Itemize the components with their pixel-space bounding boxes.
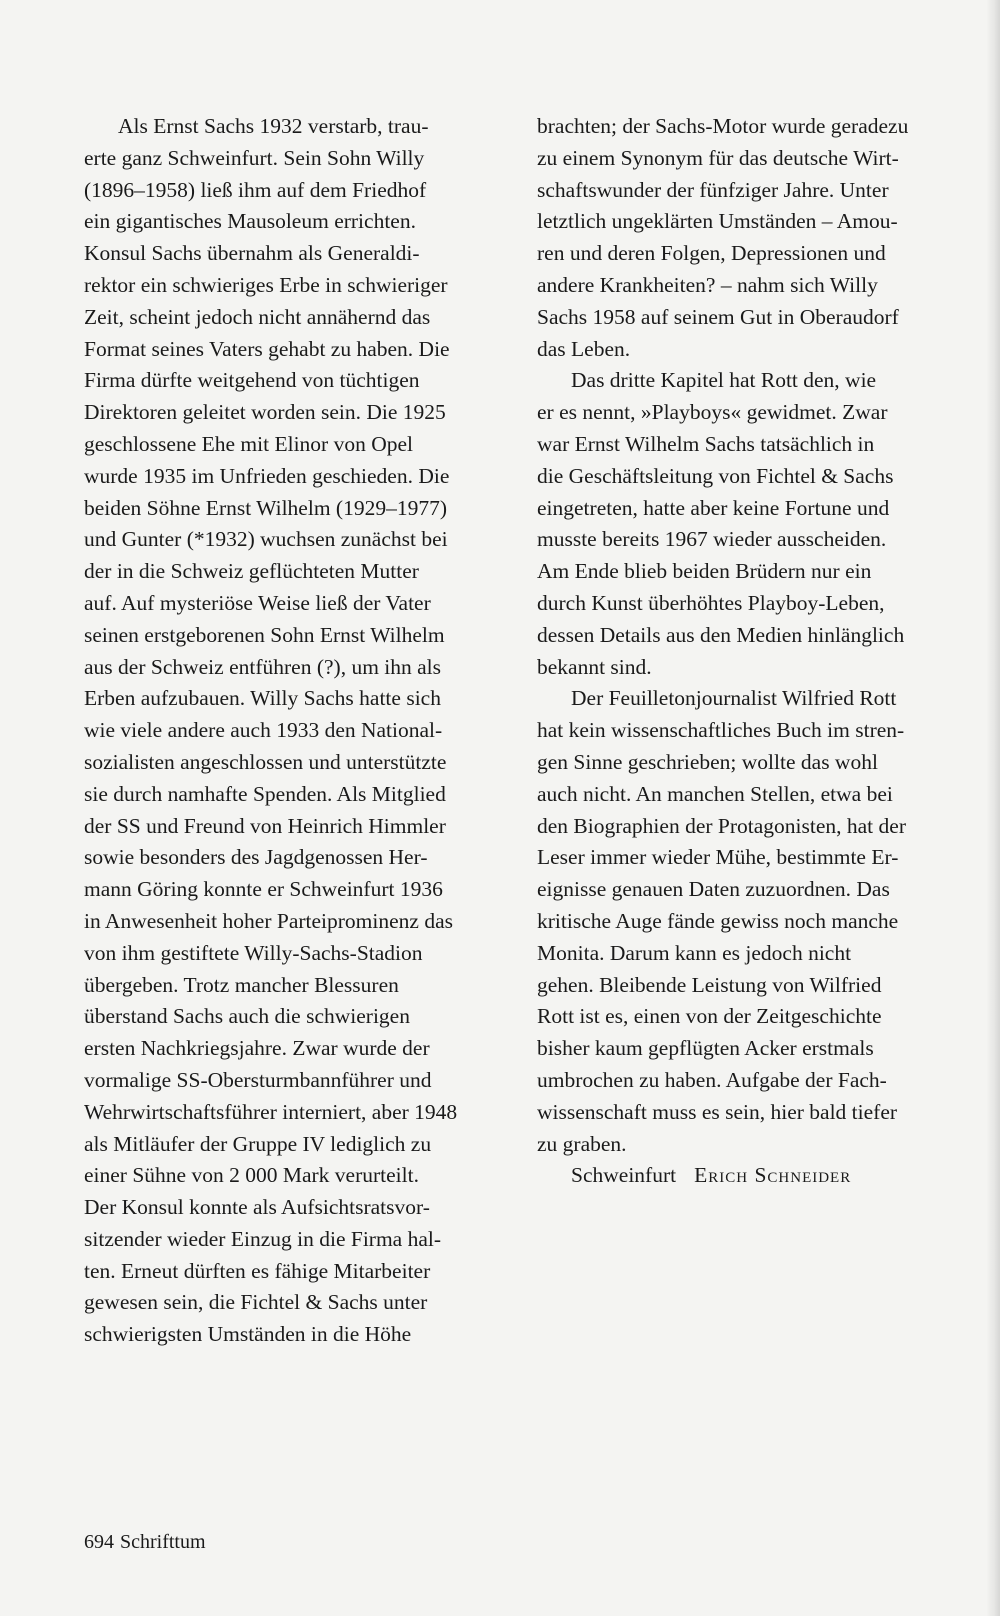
text-line: Als Ernst Sachs 1932 verstarb, trau- — [118, 114, 429, 138]
text-line: den Biographien der Protagonisten, hat der — [537, 813, 906, 838]
text-line: der SS und Freund von Heinrich Himmler — [84, 813, 446, 838]
text-line: ren und deren Folgen, Depressionen und — [537, 241, 886, 266]
text-line: Direktoren geleitet worden sein. Die 1925 — [84, 400, 446, 425]
signature-place: Schweinfurt — [571, 1163, 677, 1188]
text-line: das Leben. — [537, 336, 631, 361]
paragraph-1 — [537, 111, 957, 365]
text-line: geschlossene Ehe mit Elinor von Opel — [84, 431, 413, 456]
text-line: zu graben. — [537, 1131, 627, 1156]
left-text-column — [84, 111, 504, 1351]
text-line: Zeit, scheint jedoch nicht annähernd das — [84, 304, 431, 329]
text-line: sitzender wieder Einzug in die Firma hal- — [84, 1226, 442, 1251]
text-line: Wehrwirtschaftsführer interniert, aber 1948 — [84, 1099, 458, 1124]
text-line: beiden Söhne Ernst Wilhelm (1929–1977) — [84, 495, 447, 520]
page-footer — [84, 1530, 206, 1554]
text-line: sozialisten angeschlossen und unterstützte — [84, 749, 447, 774]
page-edge-shadow — [986, 0, 1000, 1616]
text-line: Sachs 1958 auf seinem Gut in Oberaudorf — [537, 304, 899, 329]
text-line: gehen. Bleibende Leistung von Wilfried — [537, 972, 882, 997]
text-line: sie durch namhafte Spenden. Als Mitglied — [84, 781, 446, 806]
text-line: letztlich ungeklärten Umständen – Amou- — [537, 209, 898, 234]
text-line: ersten Nachkriegsjahre. Zwar wurde der — [84, 1036, 430, 1061]
text-line: schwierigsten Umständen in die Höhe — [84, 1322, 412, 1347]
text-line: zu einem Synonym für das deutsche Wirt- — [537, 145, 899, 170]
text-line: rektor ein schwieriges Erbe in schwieriger — [84, 272, 448, 297]
text-line: wissenschaft muss es sein, hier bald tiefer — [537, 1099, 898, 1124]
text-line: wurde 1935 im Unfrieden geschieden. Die — [84, 463, 450, 488]
text-line: vormalige SS-Obersturmbannführer und — [84, 1067, 432, 1092]
text-line: und Gunter (*1932) wuchsen zunächst bei — [84, 527, 448, 552]
text-line: eignisse genauen Daten zuzuordnen. Das — [537, 877, 890, 902]
text-line: aus der Schweiz entführen (?), um ihn als — [84, 654, 442, 679]
text-line: bekannt sind. — [537, 654, 652, 679]
text-line: eingetreten, hatte aber keine Fortune und — [537, 495, 890, 520]
text-line: (1896–1958) ließ ihm auf dem Friedhof — [84, 177, 427, 202]
text-line: dessen Details aus den Medien hinlänglich — [537, 622, 905, 647]
text-line: er es nennt, »Playboys« gewidmet. Zwar — [537, 400, 888, 425]
text-line: Erben aufzubauen. Willy Sachs hatte sich — [84, 686, 441, 711]
right-text-column — [537, 111, 957, 1192]
paragraph-2 — [537, 365, 957, 683]
text-line: Konsul Sachs übernahm als Generaldi- — [84, 241, 420, 266]
text-line: wie viele andere auch 1933 den National- — [84, 718, 443, 743]
text-line: Das dritte Kapitel hat Rott den, wie — [571, 368, 877, 393]
text-line: in Anwesenheit hoher Parteiprominenz das — [84, 908, 453, 933]
text-line: Der Konsul konnte als Aufsichtsratsvor- — [84, 1195, 430, 1220]
text-line: mann Göring konnte er Schweinfurt 1936 — [84, 877, 443, 902]
text-line: andere Krankheiten? – nahm sich Willy — [537, 272, 878, 297]
text-line: Leser immer wieder Mühe, bestimmte Er- — [537, 845, 899, 870]
signature-author: Erich Schneider — [694, 1163, 852, 1188]
text-line: als Mitläufer der Gruppe IV lediglich zu — [84, 1131, 432, 1156]
text-line: gen Sinne geschrieben; wollte das wohl — [537, 749, 878, 774]
text-line: seinen erstgeborenen Sohn Ernst Wilhelm — [84, 622, 445, 647]
text-line: Der Feuilletonjournalist Wilfried Rott — [571, 686, 897, 711]
text-line: Am Ende blieb beiden Brüdern nur ein — [537, 559, 872, 584]
text-line: umbrochen zu haben. Aufgabe der Fach- — [537, 1067, 887, 1092]
text-line: von ihm gestiftete Willy-Sachs-Stadion — [84, 940, 423, 965]
text-line: ein gigantisches Mausoleum errichten. — [84, 209, 416, 234]
text-line: erte ganz Schweinfurt. Sein Sohn Willy — [84, 145, 425, 170]
review-signature — [537, 1160, 957, 1192]
text-line: schaftswunder der fünfziger Jahre. Unter — [537, 177, 889, 202]
text-line: auch nicht. An manchen Stellen, etwa bei — [537, 781, 893, 806]
text-line: war Ernst Wilhelm Sachs tatsächlich in — [537, 431, 875, 456]
text-line: übergeben. Trotz mancher Blessuren — [84, 972, 399, 997]
text-line: bisher kaum gepflügten Acker erstmals — [537, 1036, 874, 1061]
paragraph-3 — [537, 683, 957, 1160]
text-line: Firma dürfte weitgehend von tüchtigen — [84, 368, 420, 393]
text-line: gewesen sein, die Fichtel & Sachs unter — [84, 1290, 428, 1315]
text-line: einer Sühne von 2 000 Mark verurteilt. — [84, 1163, 419, 1188]
page-number: 694 — [84, 1531, 114, 1553]
text-line: musste bereits 1967 wieder ausscheiden. — [537, 527, 887, 552]
text-line: ten. Erneut dürften es fähige Mitarbeiter — [84, 1258, 431, 1283]
text-line: brachten; der Sachs-Motor wurde geradezu — [537, 114, 909, 138]
text-line: Format seines Vaters gehabt zu haben. Die — [84, 336, 450, 361]
text-line: der in die Schweiz geflüchteten Mutter — [84, 559, 419, 584]
text-line: Monita. Darum kann es jedoch nicht — [537, 940, 852, 965]
section-title: Schrifttum — [120, 1531, 206, 1553]
text-line: überstand Sachs auch die schwierigen — [84, 1004, 410, 1029]
text-line: Rott ist es, einen von der Zeitgeschichte — [537, 1004, 882, 1029]
text-line: hat kein wissenschaftliches Buch im stren- — [537, 718, 905, 743]
text-line: kritische Auge fände gewiss noch manche — [537, 908, 899, 933]
text-line: sowie besonders des Jagdgenossen Her- — [84, 845, 428, 870]
text-line: die Geschäftsleitung von Fichtel & Sachs — [537, 463, 894, 488]
text-line: durch Kunst überhöhtes Playboy-Leben, — [537, 590, 885, 615]
text-line: auf. Auf mysteriöse Weise ließ der Vater — [84, 590, 431, 615]
